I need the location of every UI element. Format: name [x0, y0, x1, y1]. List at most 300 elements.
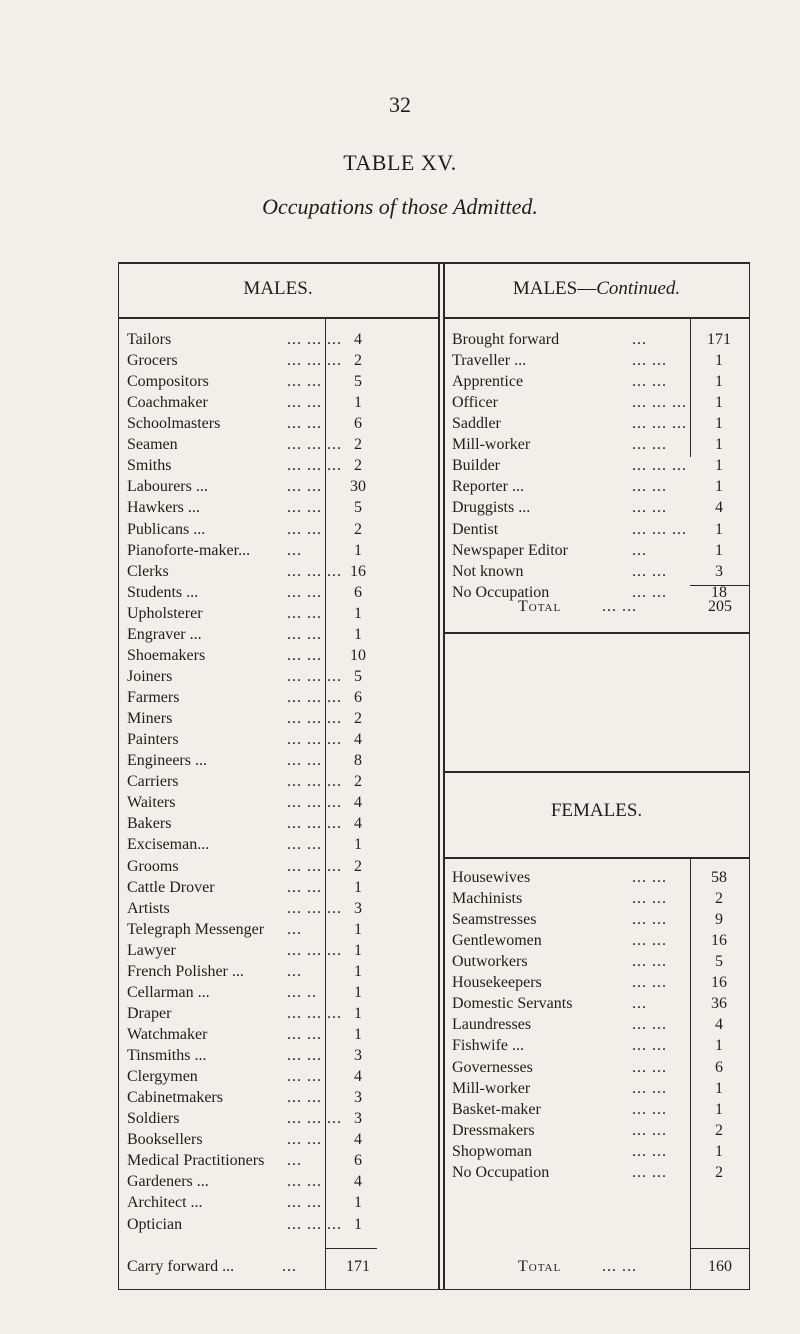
row-dots: ... ...	[287, 878, 322, 896]
row-dots: ... ... ...	[287, 773, 342, 791]
table-row	[127, 604, 377, 624]
table-row	[452, 393, 750, 413]
row-value: 1	[354, 962, 362, 980]
table-row	[452, 910, 750, 930]
row-value: 16	[711, 932, 727, 950]
row-value: 1	[354, 1215, 362, 1233]
row-dots: ... ...	[632, 1037, 667, 1055]
table-row	[452, 931, 750, 951]
row-dots: ...	[632, 995, 647, 1013]
row-dots: ... ...	[632, 562, 667, 580]
row-label: Architect ...	[127, 1194, 203, 1212]
table-subtitle: Occupations of those Admitted.	[262, 194, 538, 219]
table-row	[452, 1058, 750, 1078]
females-heading: FEMALES.	[550, 800, 643, 821]
row-dots: ... ...	[287, 583, 322, 601]
row-value: 5	[354, 499, 362, 517]
row-label: Builder	[452, 457, 500, 475]
row-dots: ... ..	[287, 983, 317, 1001]
row-label: Dentist	[452, 520, 499, 538]
table-row	[127, 414, 377, 434]
row-label: Grooms	[127, 857, 179, 875]
row-label: Brought forward	[452, 331, 560, 348]
row-dots: ... ... ...	[287, 815, 342, 833]
row-label: No Occupation	[452, 1163, 550, 1181]
row-label: Tailors	[127, 331, 172, 348]
table-row	[452, 1121, 750, 1141]
row-value: 6	[354, 689, 362, 707]
row-dots: ... ...	[287, 1068, 322, 1086]
table-row	[127, 1004, 377, 1024]
row-label: Coachmaker	[127, 394, 208, 412]
row-dots: ... ...	[632, 478, 667, 496]
table-row	[127, 1067, 377, 1087]
table-row	[127, 667, 377, 687]
table-row	[452, 498, 750, 518]
row-label: Labourers ...	[127, 478, 208, 496]
row-value: 3	[715, 562, 723, 580]
row-label: Waiters	[127, 794, 176, 812]
row-value: 18	[711, 583, 727, 601]
row-dots: ... ... ...	[632, 457, 687, 475]
row-label: Shoemakers	[127, 646, 206, 664]
table-row	[452, 435, 750, 455]
row-dots: ... ...	[632, 1121, 667, 1139]
row-value: 30	[350, 478, 366, 496]
row-dots: ... ... ...	[287, 689, 342, 707]
males-continued-heading	[443, 278, 750, 300]
table-row	[127, 1151, 377, 1171]
table-row	[452, 520, 750, 540]
table-row	[452, 1036, 750, 1056]
row-dots: ... ... ...	[287, 1004, 342, 1022]
row-value: 1	[354, 625, 362, 643]
row-label: Soldiers	[127, 1110, 180, 1128]
row-value: 1	[715, 478, 723, 496]
females-total-row	[518, 1257, 750, 1277]
row-label: Laundresses	[452, 1016, 532, 1034]
row-value: 5	[354, 667, 362, 685]
row-dots: ... ...	[287, 604, 322, 622]
row-dots: ... ...	[632, 352, 667, 370]
row-dots: ... ...	[287, 373, 322, 391]
row-dots: ... ...	[287, 1131, 322, 1149]
table-row	[127, 372, 377, 392]
row-dots: ... ...	[287, 499, 322, 517]
table-row	[127, 477, 377, 497]
row-dots: ... ...	[632, 1058, 667, 1076]
row-label: Draper	[127, 1004, 172, 1022]
row-dots: ... ... ...	[287, 331, 342, 348]
row-value: 1	[715, 1100, 723, 1118]
row-dots: ... ...	[632, 1079, 667, 1097]
row-label: Students ...	[127, 583, 199, 601]
table-row	[452, 414, 750, 434]
row-label: Druggists ...	[452, 499, 531, 517]
row-label: Medical Practitioners	[127, 1152, 265, 1170]
header-rule-right	[443, 317, 750, 319]
row-label: No Occupation	[452, 583, 550, 601]
row-label: Carriers	[127, 773, 179, 791]
table-row	[452, 477, 750, 497]
table-row	[127, 435, 377, 455]
row-dots: ...	[287, 1152, 302, 1170]
carry-forward-value: 171	[346, 1258, 370, 1275]
table-row	[452, 952, 750, 972]
row-label: Gentlewomen	[452, 932, 542, 950]
row-value: 3	[354, 899, 362, 917]
row-label: Dressmakers	[452, 1121, 535, 1139]
row-label: Upholsterer	[127, 604, 203, 622]
row-value: 1	[354, 1194, 362, 1212]
row-label: Compositors	[127, 373, 209, 391]
row-label: Not known	[452, 562, 524, 580]
row-value: 2	[354, 352, 362, 370]
table-row	[127, 1215, 377, 1235]
row-value: 2	[354, 773, 362, 791]
table-row	[127, 878, 377, 898]
row-dots: ... ...	[287, 752, 322, 770]
row-value: 10	[350, 646, 366, 664]
row-dots: ... ...	[287, 1047, 322, 1065]
table-row	[452, 1079, 750, 1099]
row-label: Grocers	[127, 352, 178, 370]
row-value: 6	[354, 415, 362, 433]
females-heading-rule	[443, 857, 750, 859]
row-value: 2	[354, 710, 362, 728]
row-value: 4	[354, 1173, 362, 1191]
row-dots: ... ... ...	[287, 1110, 342, 1128]
males-continued-heading-italic: Continued.	[596, 278, 681, 299]
row-dots: ... ...	[632, 1100, 667, 1118]
page-number: 32	[389, 92, 411, 117]
row-value: 4	[354, 794, 362, 812]
row-label: Gardeners ...	[127, 1173, 209, 1191]
continued-total-dots: ... ...	[602, 598, 637, 615]
row-label: Housekeepers	[452, 974, 542, 992]
males-carry-forward-row	[127, 1257, 377, 1277]
row-value: 1	[354, 983, 362, 1001]
row-value: 1	[354, 878, 362, 896]
row-label: Painters	[127, 731, 179, 749]
table-row	[452, 456, 750, 476]
males-continued-heading-main: MALES—	[512, 278, 597, 299]
table-row	[452, 351, 750, 371]
table-row	[127, 1025, 377, 1045]
table-row	[127, 625, 377, 645]
row-label: Watchmaker	[127, 1025, 208, 1043]
row-dots: ... ... ...	[287, 457, 342, 475]
row-value: 6	[354, 1152, 362, 1170]
row-dots: ... ... ...	[287, 857, 342, 875]
table-row	[127, 1088, 377, 1108]
row-dots: ... ...	[632, 436, 667, 454]
females-total-value: 160	[708, 1258, 732, 1275]
table-row	[127, 941, 377, 961]
row-value: 2	[354, 857, 362, 875]
row-value: 1	[715, 394, 723, 412]
table-row	[127, 1172, 377, 1192]
females-total-dots: ... ...	[602, 1258, 637, 1275]
row-dots: ... ...	[287, 394, 322, 412]
row-dots: ... ... ...	[287, 1215, 342, 1233]
row-value: 16	[711, 974, 727, 992]
table-row	[127, 983, 377, 1003]
row-dots: ... ...	[287, 520, 322, 538]
row-label: Outworkers	[452, 953, 528, 971]
row-dots: ... ... ...	[287, 667, 342, 685]
row-value: 4	[354, 1068, 362, 1086]
table-row	[452, 372, 750, 392]
table-row	[452, 541, 750, 561]
continued-total-row	[518, 597, 750, 617]
row-label: Pianoforte-maker...	[127, 541, 251, 559]
row-value: 1	[354, 941, 362, 959]
row-label: Reporter ...	[452, 478, 524, 496]
row-value: 2	[354, 520, 362, 538]
row-label: Domestic Servants	[452, 995, 573, 1013]
table-row	[452, 562, 750, 582]
row-label: Smiths	[127, 457, 172, 475]
row-label: Shopwoman	[452, 1142, 532, 1160]
row-dots: ... ...	[632, 499, 667, 517]
row-label: Artists	[127, 899, 170, 917]
females-total-label: Total	[518, 1258, 562, 1275]
row-label: Engraver ...	[127, 625, 202, 643]
row-label: Cellarman ...	[127, 983, 210, 1001]
row-dots: ...	[632, 541, 647, 559]
row-value: 4	[715, 499, 723, 517]
row-dots: ... ...	[287, 1089, 322, 1107]
row-label: Farmers	[127, 689, 180, 707]
row-dots: ...	[287, 962, 302, 980]
males-heading: MALES.	[243, 278, 313, 299]
row-value: 171	[707, 331, 731, 348]
table-row	[452, 868, 750, 888]
row-value: 4	[354, 815, 362, 833]
row-value: 3	[354, 1047, 362, 1065]
row-dots: ... ... ...	[287, 436, 342, 454]
row-dots: ...	[287, 541, 302, 559]
row-value: 1	[715, 1142, 723, 1160]
males-carry-rule	[325, 1248, 377, 1249]
females-total-rule	[690, 1248, 750, 1249]
row-dots: ... ...	[632, 974, 667, 992]
row-label: Apprentice	[452, 373, 524, 391]
right-column-divider	[443, 262, 445, 1290]
row-dots: ... ...	[287, 1173, 322, 1191]
row-value: 4	[715, 1016, 723, 1034]
row-value: 3	[354, 1089, 362, 1107]
row-label: Officer	[452, 394, 498, 412]
table-row	[127, 962, 377, 982]
row-label: Clerks	[127, 562, 169, 580]
row-value: 1	[354, 920, 362, 938]
table-row	[127, 351, 377, 371]
row-label: Machinists	[452, 890, 523, 908]
table-row	[127, 1046, 377, 1066]
row-label: Basket-maker	[452, 1100, 541, 1118]
row-value: 1	[715, 520, 723, 538]
row-label: Tinsmiths ...	[127, 1047, 207, 1065]
row-label: Hawkers ...	[127, 499, 200, 517]
table-row	[127, 583, 377, 603]
row-dots: ... ...	[287, 1025, 322, 1043]
table-row	[127, 899, 377, 919]
table-row	[452, 330, 750, 350]
row-label: Miners	[127, 710, 173, 728]
table-row	[452, 1100, 750, 1120]
row-value: 16	[350, 562, 366, 580]
row-dots: ... ... ...	[287, 941, 342, 959]
row-label: Traveller ...	[452, 352, 527, 370]
row-value: 2	[715, 890, 723, 908]
row-value: 2	[354, 436, 362, 454]
row-value: 4	[354, 731, 362, 749]
table-row	[127, 857, 377, 877]
carry-forward-dots: ...	[282, 1258, 297, 1275]
row-dots: ... ...	[287, 478, 322, 496]
table-row	[127, 688, 377, 708]
row-dots: ... ... ...	[287, 794, 342, 812]
row-label: Telegraph Messenger	[127, 920, 265, 938]
row-value: 58	[711, 869, 727, 886]
carry-forward-label: Carry forward ...	[127, 1258, 235, 1275]
row-value: 2	[354, 457, 362, 475]
table-row	[127, 835, 377, 855]
table-row	[127, 793, 377, 813]
row-label: Lawyer	[127, 941, 176, 959]
table-title: TABLE XV.	[343, 150, 457, 175]
row-label: Joiners	[127, 667, 173, 685]
row-label: Seamstresses	[452, 911, 537, 929]
row-value: 1	[354, 541, 362, 559]
row-dots: ... ...	[632, 1163, 667, 1181]
row-dots: ...	[287, 920, 302, 938]
continued-total-value: 205	[708, 598, 732, 615]
table-row	[127, 646, 377, 666]
row-dots: ... ... ...	[632, 415, 687, 433]
row-dots: ... ...	[632, 869, 667, 886]
table-row	[127, 772, 377, 792]
row-dots: ... ...	[632, 890, 667, 908]
header-rule-left	[118, 317, 439, 319]
row-label: Newspaper Editor	[452, 541, 568, 559]
row-label: Engineers ...	[127, 752, 207, 770]
row-dots: ... ...	[287, 1194, 322, 1212]
row-dots: ... ...	[632, 1142, 667, 1160]
table-row	[127, 730, 377, 750]
row-label: Optician	[127, 1215, 183, 1233]
row-value: 6	[354, 583, 362, 601]
row-label: French Polisher ...	[127, 962, 244, 980]
table-row	[127, 709, 377, 729]
females-top-rule	[443, 771, 750, 773]
row-label: Booksellers	[127, 1131, 203, 1149]
row-dots: ... ... ...	[632, 520, 687, 538]
row-dots: ... ... ...	[632, 394, 687, 412]
row-value: 2	[715, 1121, 723, 1139]
table-row	[127, 520, 377, 540]
row-dots: ... ...	[287, 415, 322, 433]
row-label: Saddler	[452, 415, 501, 433]
row-value: 1	[715, 415, 723, 433]
row-value: 1	[354, 1025, 362, 1043]
row-value: 1	[715, 1037, 723, 1055]
row-value: 4	[354, 1131, 362, 1149]
row-dots: ... ...	[287, 836, 322, 854]
table-row	[127, 562, 377, 582]
row-value: 1	[715, 541, 723, 559]
continued-total-label: Total	[518, 598, 562, 615]
row-value: 1	[715, 457, 723, 475]
row-value: 4	[354, 331, 362, 348]
row-value: 1	[354, 604, 362, 622]
row-value: 5	[715, 953, 723, 971]
row-label: Mill-worker	[452, 1079, 531, 1097]
row-value: 6	[715, 1058, 723, 1076]
row-value: 1	[354, 394, 362, 412]
table-row	[452, 889, 750, 909]
row-value: 1	[354, 836, 362, 854]
row-label: Schoolmasters	[127, 415, 221, 433]
row-value: 3	[354, 1110, 362, 1128]
row-value: 1	[715, 436, 723, 454]
row-dots: ... ... ...	[287, 352, 342, 370]
row-label: Seamen	[127, 436, 178, 454]
row-label: Housewives	[452, 869, 531, 886]
row-value: 9	[715, 911, 723, 929]
row-label: Cattle Drover	[127, 878, 215, 896]
table-row	[127, 814, 377, 834]
row-dots: ... ...	[632, 911, 667, 929]
row-dots: ...	[632, 331, 647, 348]
row-label: Publicans ...	[127, 520, 206, 538]
row-value: 36	[711, 995, 727, 1013]
row-dots: ... ...	[632, 953, 667, 971]
row-dots: ... ...	[632, 1016, 667, 1034]
table-row	[452, 973, 750, 993]
table-row	[127, 393, 377, 413]
table-row	[452, 994, 750, 1014]
table-row	[452, 1163, 750, 1183]
row-label: Clergymen	[127, 1068, 198, 1086]
row-dots: ... ... ...	[287, 731, 342, 749]
left-column-divider	[438, 262, 440, 1290]
table-row	[127, 456, 377, 476]
table-row	[127, 1109, 377, 1129]
row-label: Mill-worker	[452, 436, 531, 454]
row-label: Bakers	[127, 815, 172, 833]
continued-bottom-rule	[443, 632, 750, 634]
table-row	[127, 1130, 377, 1150]
table-row	[127, 1193, 377, 1213]
table-row	[127, 541, 377, 561]
row-dots: ... ... ...	[287, 562, 342, 580]
row-value: 1	[715, 352, 723, 370]
row-dots: ... ...	[632, 583, 667, 601]
row-label: Fishwife ...	[452, 1037, 524, 1055]
table-row	[127, 330, 377, 350]
table-row	[452, 1015, 750, 1035]
row-value: 2	[715, 1163, 723, 1181]
table-row	[452, 1142, 750, 1162]
row-dots: ... ... ...	[287, 710, 342, 728]
row-label: Exciseman...	[127, 836, 210, 854]
row-value: 5	[354, 373, 362, 391]
row-dots: ... ...	[632, 373, 667, 391]
row-value: 8	[354, 752, 362, 770]
